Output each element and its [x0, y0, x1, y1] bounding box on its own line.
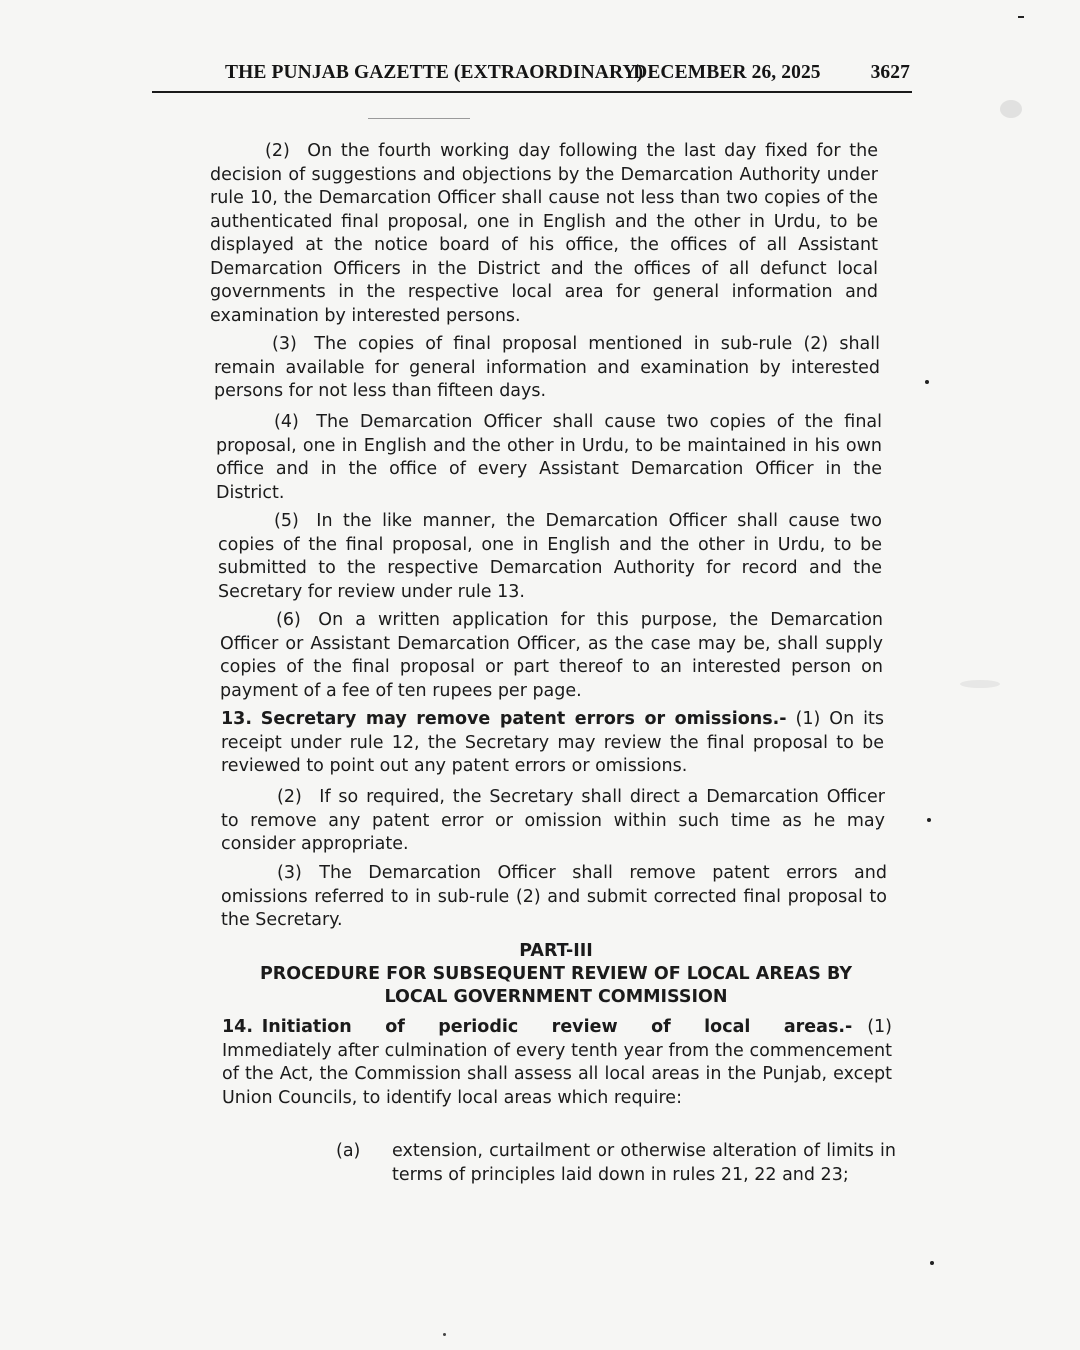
header-rule — [152, 91, 912, 93]
rule12-subrule-4: (4) The Demarcation Officer shall cause two copies of the final proposal, one in English and the other in Urdu, to be maintained in his own office and in the office of every Assistant Demarcation Officer in the District. — [216, 412, 882, 503]
page-number: 3627 — [870, 62, 910, 83]
rule14-heading: 14. Initiation of periodic review of local areas.- — [222, 1017, 853, 1037]
item-a-text: extension, curtailment or otherwise alteration of limits in terms of principles laid down in rules 21, 22 and 23; — [392, 1141, 896, 1185]
rule12-subrule-5: (5) In the like manner, the Demarcation Officer shall cause two copies of the final proposal, one in English and the other in Urdu, to be submitted to the respective Demarcation Authority for record and the Secretary for review under rule 13. — [218, 511, 882, 602]
part-3-title-line-1: PROCEDURE FOR SUBSEQUENT REVIEW OF LOCAL AREAS BY — [259, 964, 853, 984]
scan-speck — [925, 380, 929, 384]
rule13-heading: 13. Secretary may remove patent errors or omissions.- — [221, 709, 787, 729]
rule12-subrule-3: (3) The copies of final proposal mentioned in sub-rule (2) shall remain available for general information and examination by interested persons for not less than fifteen days. — [214, 334, 880, 401]
rule14-subrule-1 — [222, 1016, 892, 1110]
rule13-subrule-1-text: (1) On its receipt under rule 12, the Secretary may review the final proposal to be reviewed to point out any patent errors or omissions. — [221, 709, 885, 776]
scan-speck — [1000, 100, 1022, 118]
rule12-subrule-2: (2) On the fourth working day following the last day fixed for the decision of suggestions and objections by the Demarcation Authority under rule 10, the Demarcation Officer shall cause not less than two copies of the authenticated final proposal, one in English and the other in Urdu, to be displayed at the notice board of his office, the offices of all Assistant Demarcation Officers in the District and the offices of all defunct local governments in the respective local area for general information and examination by interested persons. — [210, 141, 878, 326]
part-3-label: PART-III — [519, 941, 593, 961]
part-3-heading — [222, 940, 890, 1009]
scan-speck — [930, 1261, 934, 1265]
rule13-subrule-3: (3) The Demarcation Officer shall remove patent errors and omissions referred to in sub-rule (2) and submit corrected final proposal to the Secretary. — [221, 863, 887, 930]
gazette-title: THE PUNJAB GAZETTE (EXTRAORDINARY) — [225, 62, 644, 83]
rule14-subrule-1-text: (1) Immediately after culmination of every tenth year from the commencement of the Act, the Commission shall assess all local areas in the Punjab, except Union Councils, to identify local areas which require: — [222, 1017, 892, 1108]
gazette-date: DECEMBER 26, 2025 — [633, 62, 821, 83]
scan-speck — [1018, 16, 1024, 18]
scan-speck — [443, 1333, 446, 1336]
rule12-subrule-6: (6) On a written application for this purpose, the Demarcation Officer or Assistant Demarcation Officer, as the case may be, shall supply copies of the final proposal or part thereof to an interested person on payment of a fee of ten rupees per page. — [220, 610, 883, 701]
rule14-item-a — [336, 1140, 896, 1187]
short-divider — [368, 118, 470, 119]
item-a-label: (a) — [336, 1141, 361, 1161]
scan-speck — [960, 680, 1000, 688]
rule13-subrule-1 — [221, 708, 884, 779]
gazette-header — [225, 62, 910, 84]
scan-speck — [927, 818, 931, 822]
rule13-subrule-2: (2) If so required, the Secretary shall direct a Demarcation Officer to remove any patent error or omission within such time as he may consider appropriate. — [221, 787, 885, 854]
part-3-title-line-2: LOCAL GOVERNMENT COMMISSION — [384, 987, 728, 1007]
